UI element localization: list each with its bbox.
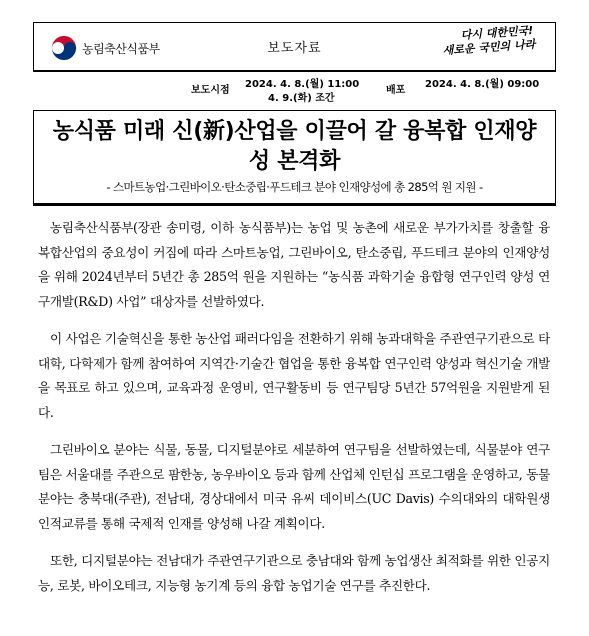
press-release-label: 보도자료 bbox=[267, 41, 322, 56]
paragraph: 이 사업은 기술혁신을 통한 농산업 패러다임을 전환하기 위해 농과대학을 주관연구기관으로 타 대학, 다학제가 함께 참여하여 지역간·기술간 협업을 통한 융복합 연구인력 양성과 혁신기술 개발을 목표로 하고 있으며, 교육과정 운영비, 연구활동비 등 연구팀당 5년간 57억원을 지원받게 된다. bbox=[38, 331, 550, 420]
release-time-line-2: 4. 9.(화) 조간 bbox=[268, 93, 335, 104]
ministry-name: 농림축산식품부 bbox=[82, 41, 160, 56]
slogan-line-1: 다시 대한민국! bbox=[460, 23, 534, 42]
headline-subtitle: - 스마트농업·그린바이오·탄소중립·푸드테크 분야 인재양성에 총 285억 원 지원 - bbox=[106, 180, 483, 194]
article-body bbox=[38, 216, 550, 611]
header bbox=[33, 22, 556, 72]
slogan bbox=[432, 23, 547, 73]
slogan-line-2: 새로운 국민의 나라 bbox=[442, 37, 536, 58]
paragraph: 그린바이오 분야는 식물, 동물, 디지털분야로 세분하여 연구팀을 선발하였는데, 식물분야 연구팀은 서울대를 주관으로 팜한농, 농우바이오 등과 함께 산업체 인턴십 프로그램을 운영하고, 동물분야는 충북대(주관), 전남대, 경상대에서 미국 유씨 데이비스(UC Davis) 수의대와의 대학원생 인적교류를 통해 국제적 인재를 양성해 나갈 계획이다. bbox=[38, 442, 550, 531]
distribution-time: 2024. 4. 8.(월) 09:00 bbox=[425, 79, 540, 90]
headline-box bbox=[33, 110, 556, 206]
paragraph: 또한, 디지털분야는 전남대가 주관연구기관으로 충남대와 함께 농업생산 최적화를 위한 인공지능, 로봇, 바이오테크, 지능형 농기계 등의 융합 농업기술 연구를 추진한다. bbox=[38, 553, 550, 593]
headline-title: 농식품 미래 신(新)산업을 이끌어 갈 융복합 인재양성 본격화 bbox=[52, 119, 537, 174]
distribution-label: 배포 bbox=[386, 85, 406, 96]
release-time-label: 보도시점 bbox=[191, 85, 230, 96]
release-time-line-1: 2024. 4. 8.(월) 11:00 bbox=[245, 79, 360, 90]
paragraph: 농림축산식품부(장관 송미령, 이하 농식품부)는 농업 및 농촌에 새로운 부가가치를 창출할 융복합산업의 중요성이 커짐에 따라 스마트농업, 그린바이오, 탄소중립, 푸드테크 분야의 인재양성을 위해 2024년부터 5년간 총 285억 원을 지원하는 “농식품 과학기술 융합형 연구인력 양성 연구개발(R&D) 사업” 대상자를 선발하였다. bbox=[38, 220, 550, 309]
